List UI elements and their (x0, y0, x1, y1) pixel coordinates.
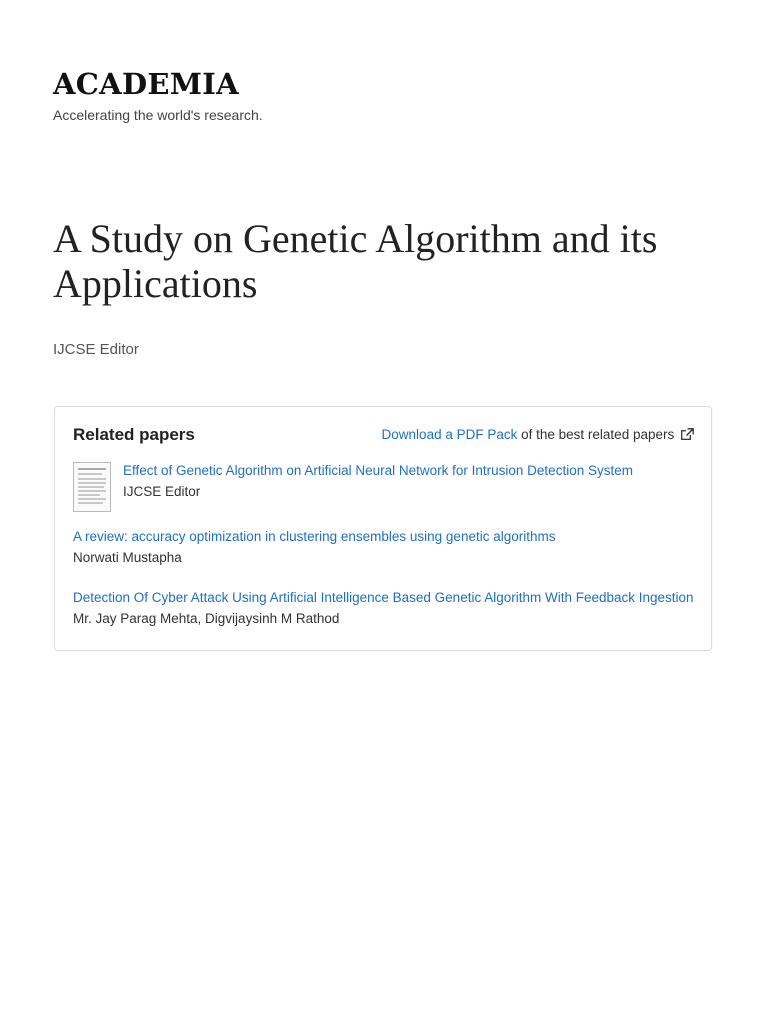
related-paper-author: Mr. Jay Parag Mehta, Digvijaysinh M Rathod (73, 611, 340, 626)
related-paper-title-link[interactable]: A review: accuracy optimization in clustering ensembles using genetic algorithms (73, 529, 556, 544)
download-pdf-pack-link[interactable]: Download a PDF Pack (381, 427, 518, 442)
related-papers-panel (54, 406, 712, 651)
paper-author: IJCSE Editor (53, 341, 139, 358)
academia-logo[interactable]: ACADEMIA (53, 67, 239, 101)
external-link-icon[interactable] (681, 428, 694, 440)
related-paper-item (73, 589, 695, 628)
tagline: Accelerating the world's research. (53, 107, 263, 123)
related-paper-item (73, 528, 695, 567)
related-paper-title-link[interactable]: Detection Of Cyber Attack Using Artificial Intelligence Based Genetic Algorithm With Feedback Ingestion (73, 590, 694, 605)
related-papers-heading: Related papers (73, 425, 195, 444)
pdf-pack-text: of the best related papers (521, 427, 675, 442)
related-paper-author: IJCSE Editor (123, 484, 201, 499)
paper-title: A Study on Genetic Algorithm and its Applications (53, 216, 658, 306)
related-paper-item (123, 462, 695, 501)
paper-thumbnail-icon[interactable] (73, 462, 111, 512)
related-paper-author: Norwati Mustapha (73, 550, 182, 565)
pdf-pack-line (382, 426, 694, 444)
related-paper-title-link[interactable]: Effect of Genetic Algorithm on Artificial Neural Network for Intrusion Detection System (123, 463, 633, 478)
